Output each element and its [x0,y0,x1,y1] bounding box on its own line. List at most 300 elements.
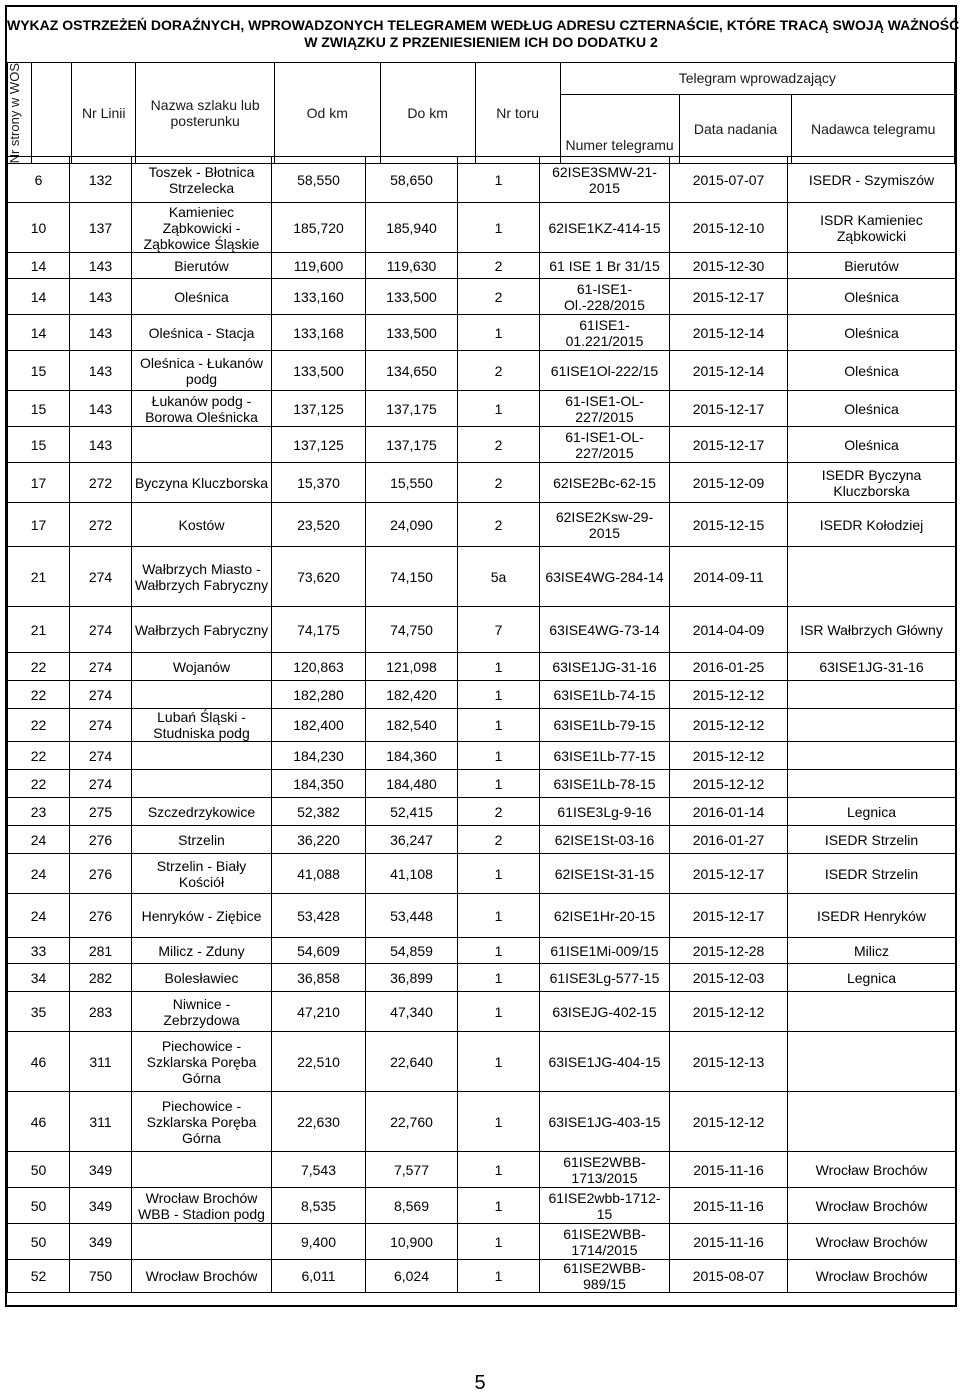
cell-data: 2015-12-12 [670,742,788,770]
cell-nr-toru: 1 [458,653,540,681]
cell-nr-linii: 274 [70,770,132,798]
cell-nadawca: Oleśnica [788,391,956,427]
table-row [8,463,956,503]
cell-nr-strony: 50 [8,1224,70,1260]
cell-nr-linii: 349 [70,1188,132,1224]
cell-numer: 61ISE2wbb-1712-15 [540,1188,670,1224]
cell-nr-toru: 1 [458,1224,540,1260]
header-nazwa: Nazwa szlaku lub posterunku [136,63,275,164]
cell-od-km: 137,125 [272,391,366,427]
cell-nazwa [132,770,272,798]
cell-nr-strony: 24 [8,854,70,894]
cell-do-km: 24,090 [366,503,458,547]
cell-nadawca: ISEDR Henryków [788,894,956,938]
cell-nadawca [788,681,956,709]
cell-nazwa: Wojanów [132,653,272,681]
cell-nr-linii: 276 [70,826,132,854]
cell-numer: 63ISE4WG-73-14 [540,607,670,653]
cell-nr-toru: 7 [458,607,540,653]
cell-nr-toru: 2 [458,279,540,315]
document-title [7,7,960,63]
cell-do-km: 119,630 [366,253,458,279]
cell-data: 2015-12-12 [670,770,788,798]
cell-nr-strony: 22 [8,770,70,798]
cell-nazwa: Łukanów podg - Borowa Oleśnicka [132,391,272,427]
table-row [8,253,956,279]
title-line-2: W ZWIĄZKU Z PRZENIESIENIEM ICH DO DODATKU 2 [304,34,658,50]
cell-data: 2015-12-30 [670,253,788,279]
cell-nr-strony: 10 [8,203,70,253]
cell-data: 2015-12-14 [670,351,788,391]
header-numer: Numer telegramu [560,94,679,164]
cell-do-km: 133,500 [366,315,458,351]
header-data: Data nadania [679,94,792,164]
cell-nr-linii: 349 [70,1152,132,1188]
cell-nr-toru: 1 [458,709,540,742]
cell-nadawca [788,547,956,607]
cell-nr-strony: 15 [8,391,70,427]
cell-nazwa: Strzelin - Biały Kościół [132,854,272,894]
cell-data: 2015-12-17 [670,279,788,315]
cell-nr-linii: 311 [70,1032,132,1092]
cell-numer: 62ISE2Ksw-29-2015 [540,503,670,547]
cell-data: 2015-12-28 [670,938,788,964]
cell-data: 2015-11-16 [670,1152,788,1188]
cell-nadawca: ISEDR Kołodziej [788,503,956,547]
cell-nr-toru: 1 [458,770,540,798]
cell-od-km: 185,720 [272,203,366,253]
cell-data: 2015-11-16 [670,1224,788,1260]
cell-nadawca: Wrocław Brochów [788,1224,956,1260]
cell-nr-strony: 14 [8,253,70,279]
cell-nr-linii: 349 [70,1224,132,1260]
table-row [8,279,956,315]
cell-nazwa: Milicz - Zduny [132,938,272,964]
cell-nr-strony: 24 [8,826,70,854]
cell-nr-linii: 137 [70,203,132,253]
cell-nr-linii: 283 [70,992,132,1032]
table-row [8,1188,956,1224]
cell-nadawca: Legnica [788,798,956,826]
cell-nazwa: Piechowice - Szklarska Poręba Górna [132,1092,272,1152]
cell-numer: 61ISE1-01.221/2015 [540,315,670,351]
table-row [8,938,956,964]
cell-nr-strony: 35 [8,992,70,1032]
cell-nr-strony: 22 [8,742,70,770]
cell-numer: 62ISE3SMW-21-2015 [540,157,670,203]
table-row [8,826,956,854]
cell-nr-toru: 1 [458,964,540,992]
table-row [8,203,956,253]
table-row [8,798,956,826]
cell-nr-toru: 2 [458,798,540,826]
cell-nr-toru: 1 [458,742,540,770]
cell-do-km: 7,577 [366,1152,458,1188]
cell-nazwa [132,742,272,770]
cell-numer: 61ISE1Mi-009/15 [540,938,670,964]
cell-nr-strony: 50 [8,1152,70,1188]
cell-do-km: 10,900 [366,1224,458,1260]
cell-nazwa: Oleśnica [132,279,272,315]
cell-nadawca: ISEDR Strzelin [788,826,956,854]
cell-numer: 63ISE1Lb-79-15 [540,709,670,742]
cell-od-km: 36,220 [272,826,366,854]
cell-nr-toru: 1 [458,992,540,1032]
table-row [8,351,956,391]
cell-nadawca: ISDR Kamieniec Ząbkowicki [788,203,956,253]
cell-od-km: 182,280 [272,681,366,709]
cell-do-km: 36,247 [366,826,458,854]
cell-nazwa: Oleśnica - Łukanów podg [132,351,272,391]
cell-numer: 62ISE1St-31-15 [540,854,670,894]
cell-nazwa: Byczyna Kluczborska [132,463,272,503]
table-row [8,503,956,547]
cell-numer: 61-ISE1-OL-227/2015 [540,427,670,463]
cell-data: 2015-12-17 [670,427,788,463]
cell-numer: 62ISE1KZ-414-15 [540,203,670,253]
header-nr-strony: Nr strony w WOS [8,63,32,164]
cell-od-km: 6,011 [272,1260,366,1293]
cell-nadawca: Oleśnica [788,427,956,463]
cell-data: 2015-12-13 [670,1032,788,1092]
cell-numer: 62ISE2Bc-62-15 [540,463,670,503]
cell-nr-linii: 750 [70,1260,132,1293]
page-number: 5 [474,1372,486,1394]
cell-nazwa: Piechowice - Szklarska Poręba Górna [132,1032,272,1092]
cell-nazwa: Kamieniec Ząbkowicki - Ząbkowice Śląskie [132,203,272,253]
table-row [8,1260,956,1293]
cell-od-km: 22,630 [272,1092,366,1152]
cell-od-km: 47,210 [272,992,366,1032]
table-row [8,607,956,653]
cell-od-km: 9,400 [272,1224,366,1260]
cell-data: 2014-09-11 [670,547,788,607]
title-line-1: WYKAZ OSTRZEŻEŃ DORAŹNYCH, WPROWADZONYCH TELEGRAMEM WEDŁUG ADRESU CZTERNAŚCIE, KTÓRE TRACĄ SWOJĄ WAŻNOŚĆ [7,17,960,33]
cell-nr-linii: 274 [70,653,132,681]
cell-od-km: 133,500 [272,351,366,391]
cell-nazwa: Toszek - Błotnica Strzelecka [132,157,272,203]
table-row [8,1032,956,1092]
cell-numer: 62ISE1Hr-20-15 [540,894,670,938]
cell-nadawca: ISEDR Strzelin [788,854,956,894]
cell-data: 2015-12-17 [670,391,788,427]
cell-od-km: 7,543 [272,1152,366,1188]
cell-numer: 61-ISE1-Ol.-228/2015 [540,279,670,315]
cell-nr-linii: 143 [70,391,132,427]
cell-do-km: 54,859 [366,938,458,964]
cell-nadawca [788,1092,956,1152]
table-row [8,681,956,709]
cell-nr-toru: 1 [458,1188,540,1224]
cell-nazwa: Oleśnica - Stacja [132,315,272,351]
cell-nr-linii: 143 [70,315,132,351]
cell-numer: 63ISE4WG-284-14 [540,547,670,607]
cell-nr-strony: 21 [8,547,70,607]
cell-numer: 61-ISE1-OL-227/2015 [540,391,670,427]
cell-data: 2015-12-17 [670,854,788,894]
cell-nr-strony: 21 [8,607,70,653]
cell-nr-strony: 46 [8,1092,70,1152]
cell-numer: 61ISE2WBB-989/15 [540,1260,670,1293]
cell-data: 2015-11-16 [670,1188,788,1224]
table-row [8,964,956,992]
cell-nr-toru: 1 [458,1092,540,1152]
cell-numer: 63ISE1Lb-78-15 [540,770,670,798]
cell-do-km: 22,640 [366,1032,458,1092]
cell-do-km: 182,420 [366,681,458,709]
cell-nr-linii: 311 [70,1092,132,1152]
cell-nr-strony: 34 [8,964,70,992]
cell-od-km: 184,230 [272,742,366,770]
cell-do-km: 22,760 [366,1092,458,1152]
cell-do-km: 15,550 [366,463,458,503]
cell-nadawca: ISEDR Byczyna Kluczborska [788,463,956,503]
cell-nr-linii: 275 [70,798,132,826]
cell-nr-linii: 276 [70,894,132,938]
cell-nazwa [132,427,272,463]
cell-do-km: 184,360 [366,742,458,770]
cell-nr-linii: 132 [70,157,132,203]
cell-do-km: 41,108 [366,854,458,894]
cell-nadawca: Wrocław Brochów [788,1260,956,1293]
cell-nr-linii: 274 [70,709,132,742]
cell-nr-toru: 1 [458,391,540,427]
cell-od-km: 36,858 [272,964,366,992]
cell-data: 2015-12-03 [670,964,788,992]
cell-nr-toru: 1 [458,157,540,203]
cell-do-km: 74,150 [366,547,458,607]
cell-nr-toru: 2 [458,826,540,854]
cell-do-km: 137,175 [366,391,458,427]
cell-nadawca: Bierutów [788,253,956,279]
cell-numer: 61 ISE 1 Br 31/15 [540,253,670,279]
cell-numer: 61ISE2WBB-1713/2015 [540,1152,670,1188]
table-row [8,427,956,463]
cell-nr-strony: 46 [8,1032,70,1092]
cell-nazwa [132,1224,272,1260]
cell-data: 2016-01-25 [670,653,788,681]
table-row [8,1152,956,1188]
cell-do-km: 8,569 [366,1188,458,1224]
cell-od-km: 73,620 [272,547,366,607]
cell-do-km: 58,650 [366,157,458,203]
cell-nr-strony: 50 [8,1188,70,1224]
table-row [8,894,956,938]
cell-od-km: 8,535 [272,1188,366,1224]
cell-numer: 63ISE1JG-31-16 [540,653,670,681]
cell-nr-linii: 274 [70,547,132,607]
table-row [8,547,956,607]
cell-nr-toru: 1 [458,1152,540,1188]
cell-nadawca: ISR Wałbrzych Główny [788,607,956,653]
cell-nr-toru: 2 [458,351,540,391]
cell-nazwa: Wałbrzych Miasto - Wałbrzych Fabryczny [132,547,272,607]
cell-nadawca [788,770,956,798]
cell-nr-toru: 2 [458,463,540,503]
cell-nr-strony: 22 [8,653,70,681]
cell-nr-linii: 274 [70,681,132,709]
table-row [8,709,956,742]
cell-nazwa: Wrocław Brochów WBB - Stadion podg [132,1188,272,1224]
cell-od-km: 133,168 [272,315,366,351]
table-row [8,992,956,1032]
cell-numer: 61ISE3Lg-577-15 [540,964,670,992]
cell-do-km: 184,480 [366,770,458,798]
cell-nr-toru: 1 [458,894,540,938]
cell-numer: 61ISE2WBB-1714/2015 [540,1224,670,1260]
cell-numer: 63ISE1Lb-77-15 [540,742,670,770]
cell-data: 2015-12-12 [670,681,788,709]
cell-nadawca [788,742,956,770]
cell-do-km: 47,340 [366,992,458,1032]
cell-nr-strony: 33 [8,938,70,964]
cell-nazwa [132,1152,272,1188]
cell-do-km: 6,024 [366,1260,458,1293]
cell-nazwa: Bierutów [132,253,272,279]
table-row [8,742,956,770]
table-row [8,391,956,427]
cell-nazwa [132,681,272,709]
cell-nr-strony: 52 [8,1260,70,1293]
cell-nr-linii: 143 [70,427,132,463]
header-od-km: Od km [274,63,380,164]
cell-numer: 63ISEJG-402-15 [540,992,670,1032]
cell-nr-toru: 2 [458,503,540,547]
cell-od-km: 22,510 [272,1032,366,1092]
cell-nr-strony: 15 [8,351,70,391]
cell-nr-linii: 274 [70,607,132,653]
cell-nr-toru: 1 [458,938,540,964]
cell-nazwa: Niwnice - Zebrzydowa [132,992,272,1032]
cell-data: 2015-12-17 [670,894,788,938]
cell-nazwa: Bolesławiec [132,964,272,992]
table-row [8,1224,956,1260]
cell-nr-toru: 1 [458,854,540,894]
cell-data: 2015-12-10 [670,203,788,253]
cell-data: 2016-01-27 [670,826,788,854]
cell-numer: 63ISE1JG-403-15 [540,1092,670,1152]
cell-nadawca [788,709,956,742]
header-do-km: Do km [380,63,475,164]
cell-numer: 62ISE1St-03-16 [540,826,670,854]
cell-od-km: 137,125 [272,427,366,463]
header-telegram-group: Telegram wprowadzający [560,63,954,95]
cell-data: 2015-12-12 [670,1092,788,1152]
cell-od-km: 182,400 [272,709,366,742]
header-nr-linii: Nr Linii [72,63,136,164]
cell-od-km: 52,382 [272,798,366,826]
cell-do-km: 134,650 [366,351,458,391]
warnings-table [7,156,956,1293]
cell-nazwa: Lubań Śląski - Studniska podg [132,709,272,742]
cell-nazwa: Henryków - Ziębice [132,894,272,938]
cell-nr-strony: 14 [8,315,70,351]
cell-data: 2015-08-07 [670,1260,788,1293]
cell-nr-linii: 276 [70,854,132,894]
cell-nr-strony: 17 [8,503,70,547]
cell-nadawca: Wrocław Brochów [788,1152,956,1188]
cell-nr-linii: 272 [70,463,132,503]
cell-od-km: 53,428 [272,894,366,938]
cell-nr-strony: 22 [8,681,70,709]
column-headers [7,62,955,164]
cell-od-km: 54,609 [272,938,366,964]
cell-do-km: 74,750 [366,607,458,653]
table-row [8,653,956,681]
cell-nr-strony: 14 [8,279,70,315]
cell-data: 2015-12-09 [670,463,788,503]
cell-nr-strony: 23 [8,798,70,826]
table-row [8,1092,956,1152]
cell-nazwa: Wałbrzych Fabryczny [132,607,272,653]
cell-od-km: 133,160 [272,279,366,315]
cell-data: 2015-12-15 [670,503,788,547]
table-row [8,854,956,894]
cell-od-km: 74,175 [272,607,366,653]
cell-nr-linii: 282 [70,964,132,992]
cell-nr-toru: 1 [458,203,540,253]
cell-data: 2015-07-07 [670,157,788,203]
cell-data: 2015-12-12 [670,992,788,1032]
cell-nr-strony: 6 [8,157,70,203]
cell-do-km: 137,175 [366,427,458,463]
cell-nadawca: Oleśnica [788,315,956,351]
cell-do-km: 185,940 [366,203,458,253]
cell-data: 2016-01-14 [670,798,788,826]
cell-od-km: 184,350 [272,770,366,798]
header-nadawca: Nadawca telegramu [792,94,955,164]
cell-nr-strony: 17 [8,463,70,503]
cell-nadawca: Oleśnica [788,279,956,315]
cell-od-km: 41,088 [272,854,366,894]
cell-od-km: 58,550 [272,157,366,203]
cell-do-km: 182,540 [366,709,458,742]
cell-nr-toru: 1 [458,681,540,709]
cell-nr-strony: 24 [8,894,70,938]
cell-nr-toru: 1 [458,315,540,351]
cell-numer: 63ISE1Lb-74-15 [540,681,670,709]
cell-nr-linii: 143 [70,253,132,279]
cell-data: 2015-12-14 [670,315,788,351]
cell-data: 2015-12-12 [670,709,788,742]
cell-nadawca [788,992,956,1032]
cell-nadawca: Milicz [788,938,956,964]
cell-nr-toru: 5a [458,547,540,607]
cell-do-km: 53,448 [366,894,458,938]
cell-od-km: 119,600 [272,253,366,279]
cell-od-km: 120,863 [272,653,366,681]
cell-nr-toru: 1 [458,1260,540,1293]
cell-do-km: 133,500 [366,279,458,315]
cell-numer: 61ISE3Lg-9-16 [540,798,670,826]
cell-do-km: 52,415 [366,798,458,826]
cell-nr-toru: 2 [458,253,540,279]
cell-numer: 61ISE1Ol-222/15 [540,351,670,391]
cell-nadawca: ISEDR - Szymiszów [788,157,956,203]
cell-nazwa: Kostów [132,503,272,547]
table-row [8,770,956,798]
cell-do-km: 36,899 [366,964,458,992]
cell-nadawca: Oleśnica [788,351,956,391]
cell-nr-strony: 22 [8,709,70,742]
cell-nr-toru: 2 [458,427,540,463]
cell-nazwa: Szczedrzykowice [132,798,272,826]
cell-nadawca: Wrocław Brochów [788,1188,956,1224]
cell-nr-linii: 274 [70,742,132,770]
cell-nr-strony: 15 [8,427,70,463]
cell-numer: 63ISE1JG-404-15 [540,1032,670,1092]
cell-nadawca: Legnica [788,964,956,992]
